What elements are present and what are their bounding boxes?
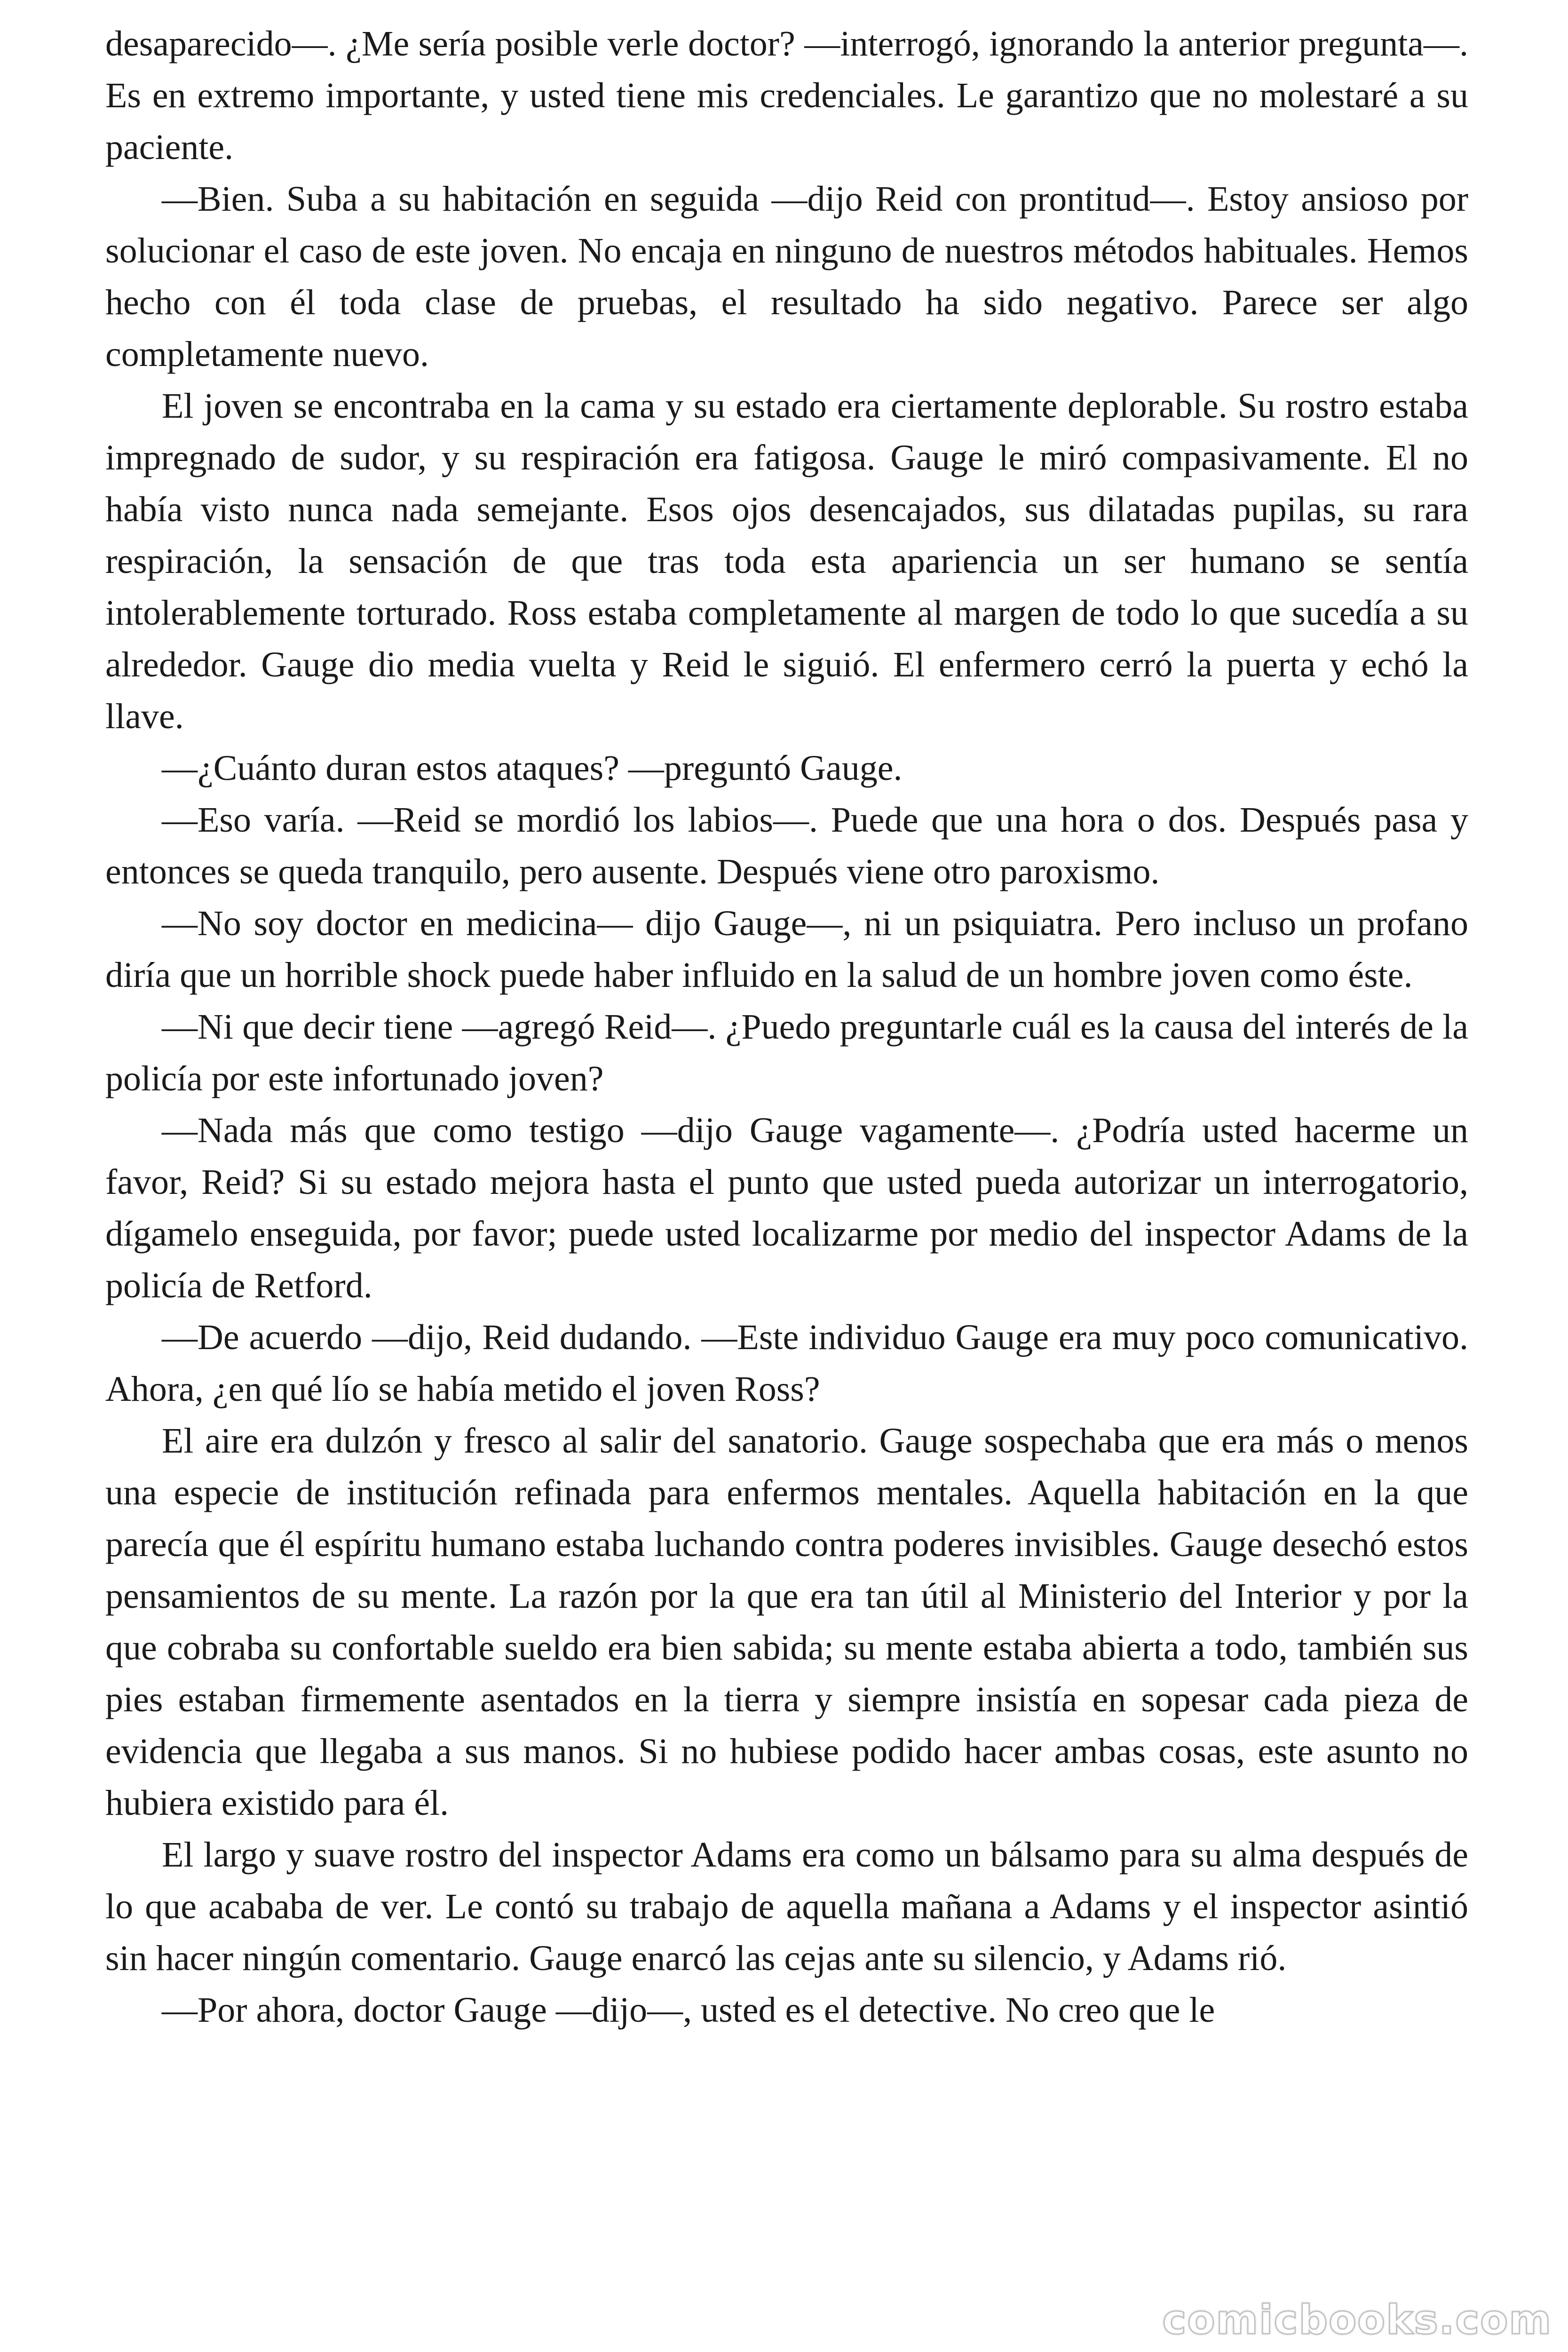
watermark: comicbooks.com (1162, 2296, 1552, 2344)
paragraph-11: El largo y suave rostro del inspector Adams era como un bálsamo para su alma después de lo que acababa de ver. Le contó su trabajo de aquella mañana a Adams y el inspector asintió sin hacer ningún comentario. Gauge enarcó las cejas ante su silencio, y Adams rió. (105, 1835, 1468, 1978)
paragraph-6: —No soy doctor en medicina— dijo Gauge—, ni un psiquiatra. Pero incluso un profano diría que un horrible shock puede haber influido en la salud de un hombre joven como éste. (105, 904, 1468, 995)
paragraph-9: —De acuerdo —dijo, Reid dudando. —Este individuo Gauge era muy poco comunicativo. Ahora, ¿en qué lío se había metido el joven Ross? (105, 1318, 1468, 1409)
paragraph-1: desaparecido—. ¿Me sería posible verle doctor? —interrogó, ignorando la anterior pregunta—. Es en extremo importante, y usted tiene mis credenciales. Le garantizo que no molestaré a su paciente. (105, 24, 1468, 167)
paragraph-2: —Bien. Suba a su habitación en seguida —dijo Reid con prontitud—. Estoy ansioso por solucionar el caso de este joven. No encaja en ninguno de nuestros métodos habituales. Hemos hecho con él toda clase de pruebas, el resultado ha sido negativo. Parece ser algo completamente nuevo. (105, 179, 1468, 374)
paragraph-7: —Ni que decir tiene —agregó Reid—. ¿Puedo preguntarle cuál es la causa del interés de la policía por este infortunado joven? (105, 1007, 1468, 1098)
document-page (105, 18, 1468, 2036)
paragraph-4: —¿Cuánto duran estos ataques? —preguntó Gauge. (162, 748, 903, 788)
paragraph-8: —Nada más que como testigo —dijo Gauge vagamente—. ¿Podría usted hacerme un favor, Reid? Si su estado mejora hasta el punto que usted pueda autorizar un interrogatorio, dígamelo enseguida, por favor; puede usted localizarme por medio del inspector Adams de la policía de Retford. (105, 1111, 1468, 1305)
paragraph-12: —Por ahora, doctor Gauge —dijo—, usted es el detective. No creo que le (162, 1990, 1215, 2030)
paragraph-5: —Eso varía. —Reid se mordió los labios—. Puede que una hora o dos. Después pasa y entonces se queda tranquilo, pero ausente. Después viene otro paroxismo. (105, 800, 1468, 891)
paragraph-10: El aire era dulzón y fresco al salir del sanatorio. Gauge sospechaba que era más o menos una especie de institución refinada para enfermos mentales. Aquella habitación en la que parecía que él espíritu humano estaba luchando contra poderes invisibles. Gauge desechó estos pensamientos de su mente. La razón por la que era tan útil al Ministerio del Interior y por la que cobraba su confortable sueldo era bien sabida; su mente estaba abierta a todo, también sus pies estaban firmemente asentados en la tierra y siempre insistía en sopesar cada pieza de evidencia que llegaba a sus manos. Si no hubiese podido hacer ambas cosas, este asunto no hubiera existido para él. (105, 1421, 1468, 1823)
paragraph-3: El joven se encontraba en la cama y su estado era ciertamente deplorable. Su rostro estaba impregnado de sudor, y su respiración era fatigosa. Gauge le miró compasivamente. El no había visto nunca nada semejante. Esos ojos desencajados, sus dilatadas pupilas, su rara respiración, la sensación de que tras toda esta apariencia un ser humano se sentía intolerablemente torturado. Ross estaba completamente al margen de todo lo que sucedía a su alrededor. Gauge dio media vuelta y Reid le siguió. El enfermero cerró la puerta y echó la llave. (105, 386, 1468, 736)
